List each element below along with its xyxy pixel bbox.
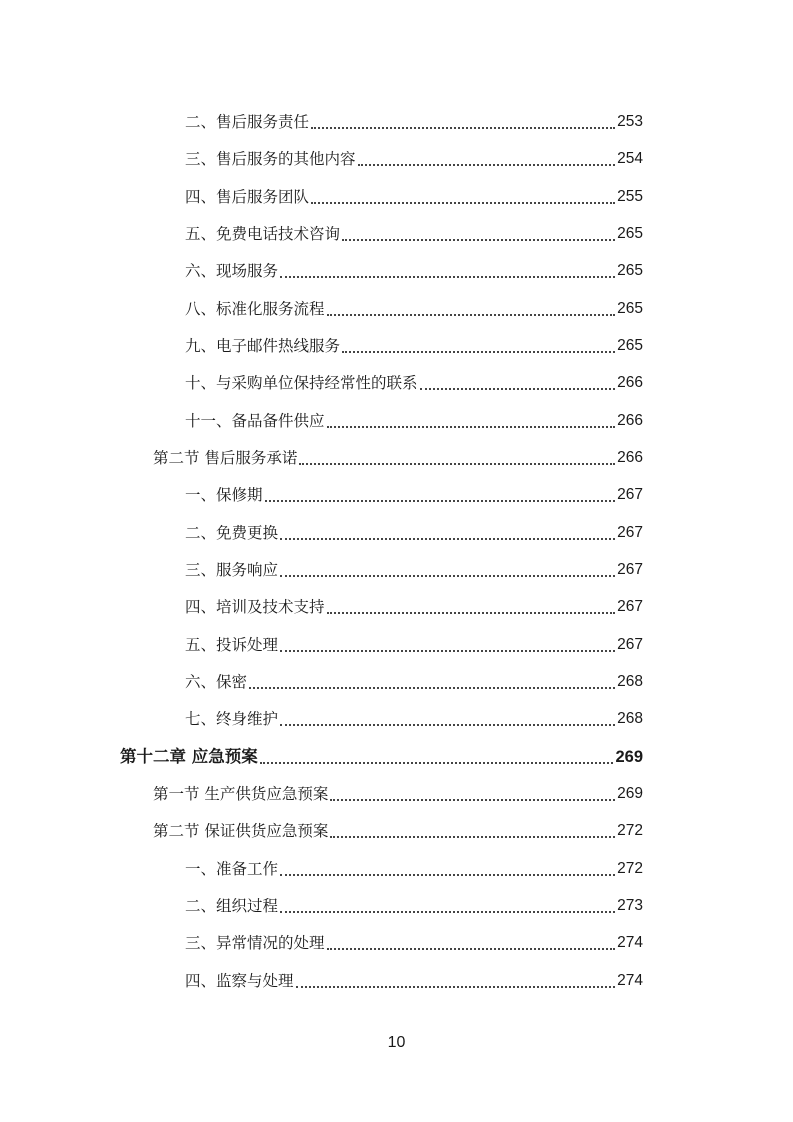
toc-entry-page: 268: [617, 673, 643, 690]
toc-entry-label: 第十二章 应急预案: [120, 747, 258, 766]
dot-leader: [280, 650, 615, 652]
toc-entry-page: 253: [617, 113, 643, 130]
dot-leader: [330, 799, 615, 801]
toc-entry-label: 三、服务响应: [185, 561, 279, 579]
toc-entry-label: 八、标准化服务流程: [185, 300, 325, 318]
toc-entry-label: 九、电子邮件热线服务: [185, 337, 341, 355]
page-number: 10: [387, 1034, 406, 1051]
toc-entry-page: 273: [617, 897, 643, 914]
toc-entry[interactable]: [185, 892, 643, 916]
toc-entry-label: 二、组织过程: [185, 897, 279, 915]
toc-entry-label: 二、售后服务责任: [185, 113, 310, 131]
dot-leader: [280, 276, 615, 278]
toc-entry[interactable]: [153, 444, 643, 468]
dot-leader: [342, 239, 615, 241]
dot-leader: [280, 911, 615, 913]
dot-leader: [249, 687, 615, 689]
dot-leader: [342, 351, 615, 353]
dot-leader: [311, 127, 615, 129]
toc-entry[interactable]: [185, 631, 643, 655]
toc-entry-label: 十、与采购单位保持经常性的联系: [185, 374, 418, 392]
toc-entry[interactable]: [185, 369, 643, 393]
toc-entry-label: 六、现场服务: [185, 262, 279, 280]
dot-leader: [296, 986, 616, 988]
dot-leader: [280, 538, 615, 540]
dot-leader: [280, 575, 615, 577]
dot-leader: [358, 164, 616, 166]
dot-leader: [327, 612, 616, 614]
toc-entry-page: 269: [615, 748, 643, 766]
toc-entry-page: 266: [617, 374, 643, 391]
toc-entry[interactable]: [185, 407, 643, 431]
toc-entry-label: 四、培训及技术支持: [185, 598, 325, 616]
toc-entry-page: 274: [617, 972, 643, 989]
dot-leader: [327, 314, 616, 316]
toc-entry[interactable]: [185, 593, 643, 617]
toc-entry-label: 第二节 保证供货应急预案: [153, 822, 329, 840]
dot-leader: [260, 762, 614, 764]
toc-entry[interactable]: [185, 705, 643, 729]
toc-entry[interactable]: [185, 183, 643, 207]
toc-entry-page: 265: [617, 225, 643, 242]
toc-entry-page: 267: [617, 636, 643, 653]
toc-entry[interactable]: [185, 967, 643, 991]
toc-entry-page: 266: [617, 449, 643, 466]
toc-entry-label: 一、准备工作: [185, 860, 279, 878]
toc-entry-label: 第一节 生产供货应急预案: [153, 785, 329, 803]
toc-entry-label: 十一、备品备件供应: [185, 412, 325, 430]
toc-entry[interactable]: [185, 220, 643, 244]
toc-entry[interactable]: [153, 780, 643, 804]
toc-entry-page: 272: [617, 822, 643, 839]
toc-entry-page: 267: [617, 486, 643, 503]
dot-leader: [280, 724, 615, 726]
toc-entry[interactable]: [153, 817, 643, 841]
toc-entry[interactable]: [185, 481, 643, 505]
dot-leader: [327, 426, 616, 428]
toc-entry[interactable]: [185, 145, 643, 169]
toc-entry-label: 二、免费更换: [185, 524, 279, 542]
toc-entry-label: 五、免费电话技术咨询: [185, 225, 341, 243]
toc-entry-page: 254: [617, 150, 643, 167]
toc-entry-page: 265: [617, 337, 643, 354]
toc-entry[interactable]: [185, 556, 643, 580]
toc-entry-page: 267: [617, 524, 643, 541]
dot-leader: [265, 500, 616, 502]
toc-entry-label: 三、售后服务的其他内容: [185, 150, 356, 168]
toc-entry[interactable]: [185, 855, 643, 879]
toc-chapter-entry[interactable]: [120, 743, 643, 767]
toc-entry-page: 267: [617, 561, 643, 578]
toc-entry-label: 五、投诉处理: [185, 636, 279, 654]
dot-leader: [280, 874, 615, 876]
toc-entry[interactable]: [185, 295, 643, 319]
toc-entry-page: 267: [617, 598, 643, 615]
toc-entry-page: 266: [617, 412, 643, 429]
toc-entry-page: 265: [617, 262, 643, 279]
dot-leader: [299, 463, 615, 465]
toc-entry-label: 六、保密: [185, 673, 248, 691]
toc-entry[interactable]: [185, 929, 643, 953]
dot-leader: [311, 202, 615, 204]
toc-entry[interactable]: [185, 519, 643, 543]
toc-entry[interactable]: [185, 668, 643, 692]
toc-entry-page: 268: [617, 710, 643, 727]
dot-leader: [330, 836, 615, 838]
toc-entry-label: 四、售后服务团队: [185, 188, 310, 206]
dot-leader: [420, 388, 616, 390]
toc-entry-page: 274: [617, 934, 643, 951]
toc-entry-label: 第二节 售后服务承诺: [153, 449, 298, 467]
toc-entry-label: 一、保修期: [185, 486, 263, 504]
toc-entry[interactable]: [185, 257, 643, 281]
toc-entry[interactable]: [185, 332, 643, 356]
toc-entry-label: 七、终身维护: [185, 710, 279, 728]
toc-entry-page: 272: [617, 860, 643, 877]
toc-entry-label: 四、监察与处理: [185, 972, 294, 990]
toc-entry-label: 三、异常情况的处理: [185, 934, 325, 952]
toc-entry-page: 269: [617, 785, 643, 802]
toc-entry-page: 255: [617, 188, 643, 205]
toc-entry[interactable]: [185, 108, 643, 132]
dot-leader: [327, 948, 616, 950]
toc-entry-page: 265: [617, 300, 643, 317]
